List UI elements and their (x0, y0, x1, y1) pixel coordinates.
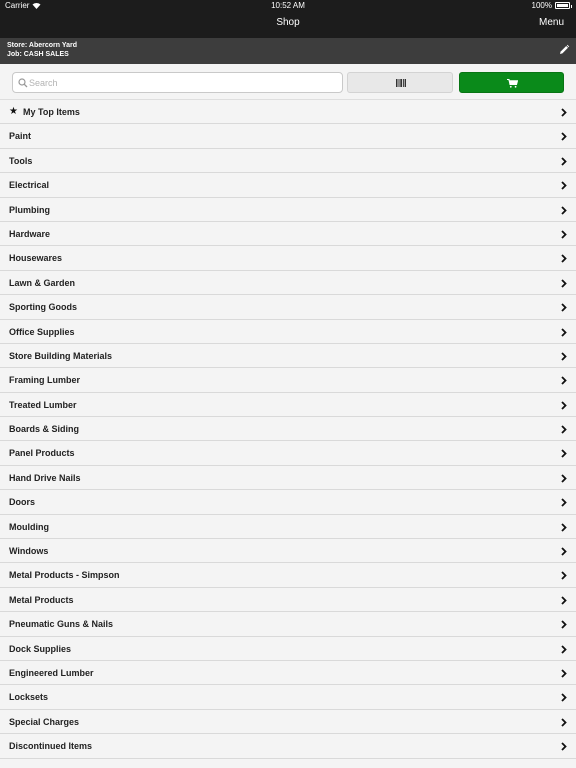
category-label: Plumbing (9, 204, 50, 215)
status-bar (0, 0, 576, 12)
category-row[interactable] (0, 490, 576, 514)
category-label: Housewares (9, 253, 63, 264)
category-label: Dock Supplies (9, 643, 72, 654)
category-row[interactable] (0, 417, 576, 441)
category-row[interactable] (0, 685, 576, 709)
chevron-right-icon (561, 425, 567, 434)
category-label: Treated Lumber (9, 399, 77, 410)
category-label: My Top Items (23, 107, 80, 117)
cart-icon (507, 79, 518, 88)
chevron-right-icon (561, 693, 567, 702)
star-icon: ★ (9, 106, 18, 117)
category-label: Locksets (9, 692, 49, 703)
chevron-right-icon (561, 669, 567, 678)
search-field[interactable] (12, 72, 343, 93)
category-row[interactable] (0, 246, 576, 270)
category-row[interactable] (0, 661, 576, 685)
chevron-right-icon (561, 157, 567, 166)
category-row[interactable] (0, 173, 576, 197)
category-label: Pneumatic Guns & Nails (9, 619, 114, 630)
chevron-right-icon (561, 108, 567, 117)
barcode-icon (396, 79, 406, 87)
category-label: Sporting Goods (9, 302, 77, 313)
category-row[interactable] (0, 637, 576, 661)
battery-icon (555, 2, 570, 9)
chevron-right-icon (561, 303, 567, 312)
category-row[interactable] (0, 344, 576, 368)
chevron-right-icon (561, 474, 567, 483)
category-label: Paint (9, 131, 32, 142)
chevron-right-icon (561, 645, 567, 654)
chevron-right-icon (561, 523, 567, 532)
category-row[interactable] (0, 124, 576, 148)
category-row[interactable] (0, 734, 576, 758)
chevron-right-icon (561, 498, 567, 507)
chevron-right-icon (561, 376, 567, 385)
category-label: Framing Lumber (9, 375, 81, 386)
my-top-items-row[interactable] (0, 100, 576, 124)
category-label: Boards & Siding (9, 424, 80, 435)
chevron-right-icon (561, 718, 567, 727)
chevron-right-icon (561, 352, 567, 361)
job-label: Job: CASH SALES (7, 51, 69, 58)
chevron-right-icon (561, 132, 567, 141)
category-label: Doors (9, 497, 36, 508)
category-label: Store Building Materials (9, 350, 113, 361)
category-row[interactable] (0, 149, 576, 173)
chevron-right-icon (561, 596, 567, 605)
cart-button[interactable] (459, 72, 564, 93)
category-row[interactable] (0, 588, 576, 612)
category-label: Metal Products (9, 594, 74, 605)
category-label: Engineered Lumber (9, 667, 94, 678)
nav-bar (0, 12, 576, 38)
status-time: 10:52 AM (271, 1, 305, 10)
chevron-right-icon (561, 449, 567, 458)
chevron-right-icon (561, 206, 567, 215)
chevron-right-icon (561, 401, 567, 410)
category-label: Metal Products - Simpson (9, 570, 120, 581)
category-row[interactable] (0, 441, 576, 465)
category-label: Special Charges (9, 716, 80, 727)
category-label: Discontinued Items (9, 741, 93, 752)
category-row[interactable] (0, 320, 576, 344)
category-label: Panel Products (9, 448, 75, 459)
category-row[interactable] (0, 198, 576, 222)
category-label: Office Supplies (9, 326, 75, 337)
category-label: Windows (9, 546, 49, 557)
battery-percent: 100% (531, 1, 552, 10)
chevron-right-icon (561, 254, 567, 263)
chevron-right-icon (561, 571, 567, 580)
category-row[interactable] (0, 295, 576, 319)
category-row[interactable] (0, 271, 576, 295)
category-row[interactable] (0, 563, 576, 587)
category-list (0, 100, 576, 768)
category-row[interactable] (0, 710, 576, 734)
chevron-right-icon (561, 742, 567, 751)
search-icon (18, 78, 28, 88)
category-label: Lawn & Garden (9, 277, 76, 288)
chevron-right-icon (561, 181, 567, 190)
category-row[interactable] (0, 515, 576, 539)
category-row[interactable] (0, 393, 576, 417)
category-label: Moulding (9, 521, 49, 532)
search-toolbar (0, 64, 576, 100)
store-label: Store: Abercorn Yard (7, 42, 78, 49)
barcode-scan-button[interactable] (347, 72, 453, 93)
chevron-right-icon (561, 620, 567, 629)
category-label: Electrical (9, 180, 50, 191)
category-row[interactable] (0, 368, 576, 392)
page-title: Shop (276, 17, 300, 28)
category-row[interactable] (0, 222, 576, 246)
chevron-right-icon (561, 230, 567, 239)
category-label: Hand Drive Nails (9, 472, 81, 483)
chevron-right-icon (561, 547, 567, 556)
menu-button[interactable]: Menu (538, 17, 564, 28)
pencil-icon[interactable] (558, 44, 570, 56)
chevron-right-icon (561, 328, 567, 337)
category-label: Hardware (9, 228, 51, 239)
category-row[interactable] (0, 466, 576, 490)
search-input[interactable] (29, 75, 329, 90)
status-right (532, 1, 570, 10)
chevron-right-icon (561, 279, 567, 288)
category-label: Tools (9, 155, 33, 166)
category-row[interactable] (0, 612, 576, 636)
carrier-label: Carrier (5, 1, 30, 10)
store-info-bar (0, 38, 576, 64)
category-row[interactable] (0, 539, 576, 563)
